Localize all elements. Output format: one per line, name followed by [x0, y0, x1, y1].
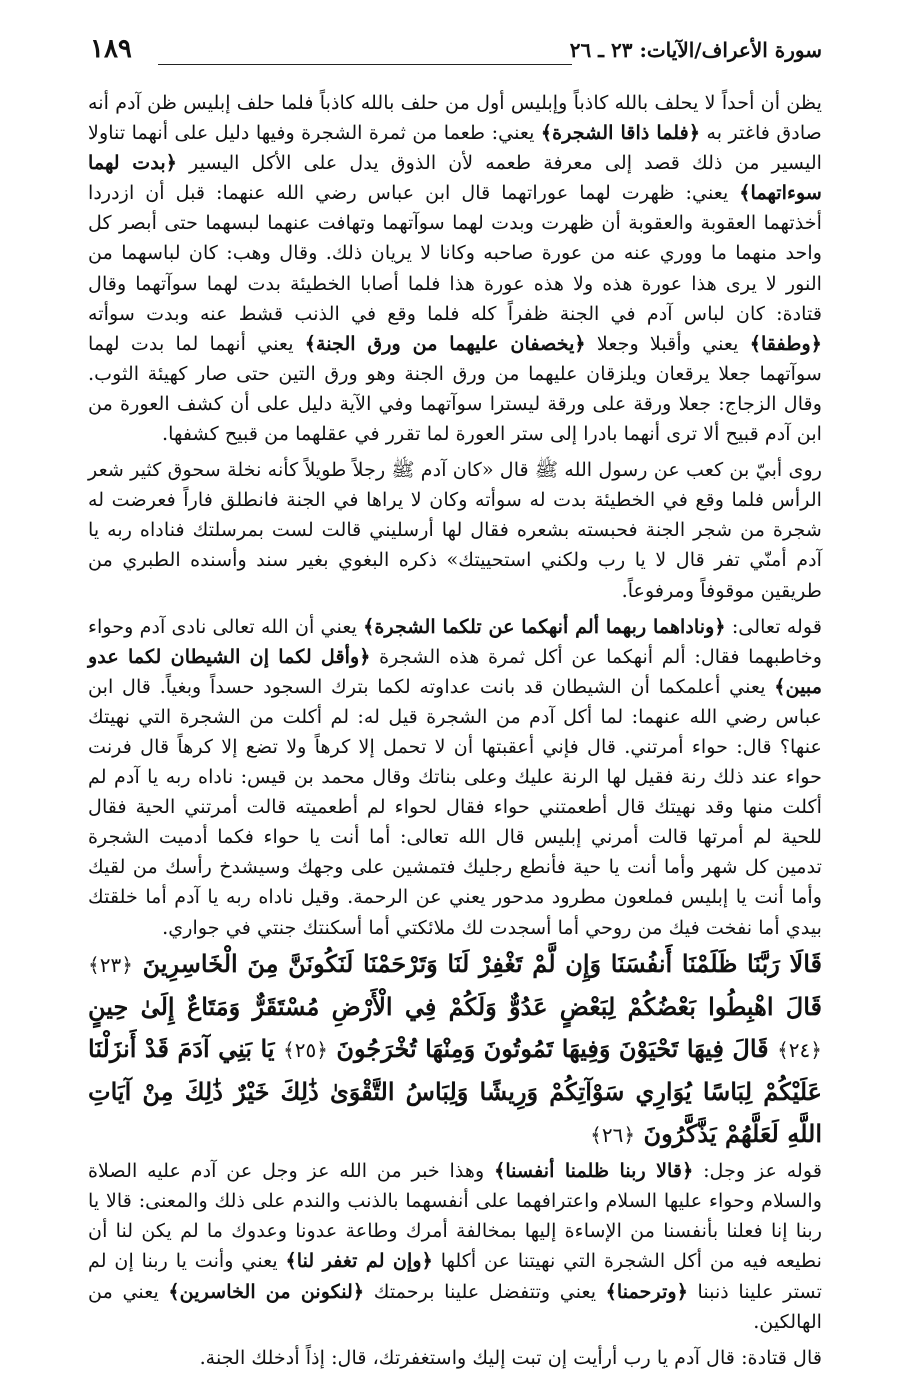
page-number: ١٨٩: [90, 34, 132, 64]
paragraph: [88, 88, 822, 449]
quoted-verse: ﴿قالا ربنا ظلمنا أنفسنا﴾: [494, 1159, 694, 1183]
quoted-verse: ﴿وإن لم تغفر لنا﴾: [285, 1249, 433, 1273]
quoted-verse: ﴿فلما ذاقا الشجرة﴾: [540, 121, 701, 145]
verse-number-marker: ﴿٢٦﴾: [590, 1122, 636, 1147]
text-run: روى أبيّ بن كعب عن رسول الله ﷺ قال «كان آدم ﷺ رجلاً طويلاً كأنه نخلة سحوق كثير شعر الرأس فلما وقع في الخطيئة بدت له سوأته وكان لا يراها في الجنة فانطلق فاراً فعرضت له شجرة من شجر الجنة فحبسته بشعره فقال لها أرسليني قالت لست بمرسلتك فناداه ربه يا آدم أمنّي تفر قال لا يا رب ولكني استحييتك» ذكره البغوي بغير سند وأسنده الطبري من طريقين موقوفاً ومرفوعاً.: [88, 458, 822, 602]
text-run: قوله عز وجل:: [693, 1159, 822, 1183]
text-run: يعني أعلمكما أن الشيطان قد بانت عداوته لكما بترك السجود حسداً وبغياً. قال ابن عباس رضي الله عنهما: لما أكل آدم من الشجرة قيل له: لم أكلت من الشجرة التي نهيتك عنها؟ قال: حواء أمرتني. قال فإني أعقبتها أن لا تحمل إلا كرهاً ولا تضع إلا كرهاً قال فرنت حواء عند ذلك رنة فقيل لها الرنة عليك وعلى بناتك وقال محمد بن قيس: ناداه ربه يا آدم لم أكلت منها وقد نهيتك قال أطعمتني حواء فقال لحواء لم أطعميته قالت أمرتني الحية فقال للحية لم أمرتها قالت أمرني إبليس قال الله تعالى: أما أنت يا حواء فكما أدميت الشجرة تدمين كل شهر وأما أنت يا حية فأنطع رجليك فتمشين على وجهك وسيشدخ رأسك من لقيك وأما أنت يا إبليس فملعون مطرود مدحور يعني عن الرحمة. وقيل ناداه ربه يا آدم أما خلقتك بيدي أما نفخت فيك من روحي أما أسجدت لك ملائكتي أما أسكنتك جنتي في جواري.: [88, 674, 822, 939]
paragraph: [88, 1156, 822, 1337]
quoted-verse: ﴿بدت لهما سوءاتهما﴾: [88, 151, 822, 205]
text-run: يظن أن أحداً لا يحلف بالله كاذباً وإبليس أول من حلف بالله كاذباً فلما حلف إبليس ظن آدم أنه صادق فاغتر به: [88, 91, 822, 145]
text-run: يعني: ظهرت لهما عوراتهما قال ابن عباس رضي الله عنهما: قبل أن ازدردا أخذتهما العقوبة والعقوبة أن ظهرت وبدت لهما سوآتهما وتهافت عنهما لبسهما حتى أبصر كل واحد منهما ما ووري عنه من عورة صاحبه وكانا لا يريان ذلك. وقال وهب: كان لباسهما من النور لا يرى هذا عورة هذه ولا هذه عورة هذا فلما أصابا الخطيئة بدت لهما سوآتهما وقال قتادة: كان لباس آدم في الجنة ظفراً كله فلما وقع في الذنب قشط عنه وبدت سوأته: [88, 181, 822, 325]
quoted-verse: ﴿وناداهما ربهما ألم أنهكما عن تلكما الشجرة﴾: [363, 614, 726, 638]
verse-number-marker: ﴿٢٣﴾: [88, 952, 133, 977]
quoted-verse: ﴿يخصفان عليهما من ورق الجنة﴾: [304, 331, 586, 355]
page-header: [80, 30, 822, 70]
quoted-verse: ﴿لنكونن من الخاسرين﴾: [168, 1279, 365, 1303]
text-run: يعني وأقبلا وجعلا: [585, 331, 750, 355]
verse-number-marker: ﴿٢٤﴾: [777, 1037, 822, 1062]
verse-text: قَالَ فِيهَا تَحْيَوْنَ وَفِيهَا تَمُوتُونَ وَمِنْهَا تُخْرَجُونَ: [336, 1033, 769, 1063]
running-title: سورة الأعراف/الآيات: ٢٣ ـ ٢٦: [569, 38, 822, 62]
verse-number-marker: ﴿٢٥﴾: [283, 1037, 328, 1062]
paragraph: [88, 455, 822, 605]
quoted-verse: ﴿وأقل لكما إن الشيطان لكما عدو مبين﴾: [88, 644, 822, 698]
verse-text: قَالَا رَبَّنَا ظَلَمْنَا أَنفُسَنَا وَإِن لَّمْ تَغْفِرْ لَنَا وَتَرْحَمْنَا لَنَكُونَنَّ مِنَ الْخَاسِرِينَ: [142, 948, 822, 978]
quran-verses: [88, 943, 822, 1157]
header-rule: [158, 64, 572, 65]
text-run: وهذا خبر من الله عز وجل عن آدم عليه الصلاة والسلام وحواء عليها السلام واعترافهما على أنفسهما بالذنب والندم على ذلك والمعنى: قالا يا ربنا إنا فعلنا بأنفسنا من الإساءة إليها بمخالفة أمرك وطاعة عدونا وعدوك ما لم يكن لنا أن نطيعه فيه من أكل الشجرة التي نهيتنا عن أكلها: [88, 1159, 822, 1273]
text-run: يعني أنهما لما بدت لهما سوآتهما جعلا يرقعان ويلزقان عليهما من ورق الجنة وهو ورق التين حتى صار كهيئة الثوب. وقال الزجاج: جعلا ورقة على ورقة ليسترا سوآتهما وفي الآية دليل على أن كشف العورة من ابن آدم قبيح ألا ترى أنهما بادرا إلى ستر العورة لما تقرر في عقلهما من قبيح كشفها.: [88, 331, 822, 446]
paragraph: [88, 1343, 822, 1373]
verse-text: يَا بَنِي آدَمَ قَدْ أَنزَلْنَا عَلَيْكُمْ لِبَاسًا يُوَارِي سَوْآتِكُمْ وَرِيشًا وَلِبَاسُ التَّقْوَىٰ ذَٰلِكَ خَيْرٌ ذَٰلِكَ مِنْ آيَاتِ اللَّهِ لَعَلَّهُمْ يَذَّكَّرُونَ: [88, 1033, 822, 1148]
text-run: يعني وتتفضل علينا برحمتك: [364, 1279, 606, 1303]
quoted-verse: ﴿وترحمنا﴾: [605, 1279, 688, 1303]
page-body: [88, 88, 822, 1373]
text-run: يعني: طعما من ثمرة الشجرة وفيها دليل على أنهما تناولا اليسير من ذلك قصد إلى معرفة طعمه لأن الذوق يدل على الأكل اليسير: [88, 121, 823, 175]
text-run: يعني من الهالكين.: [88, 1279, 822, 1333]
text-run: يعني أن الله تعالى نادى آدم وحواء وخاطبهما فقال: ألم أنهكما عن أكل ثمرة هذه الشجرة: [88, 614, 822, 668]
quoted-verse: ﴿وطفقا﴾: [749, 331, 822, 355]
text-run: يعني وأنت يا ربنا إن لم تستر علينا ذنبنا: [88, 1249, 823, 1303]
paragraph: [88, 612, 822, 943]
text-run: قال قتادة: قال آدم يا رب أرأيت إن تبت إليك واستغفرتك، قال: إذاً أدخلك الجنة.: [199, 1345, 822, 1369]
verse-text: قَالَ اهْبِطُوا بَعْضُكُمْ لِبَعْضٍ عَدُوٌّ وَلَكُمْ فِي الْأَرْضِ مُسْتَقَرٌّ وَمَتَاعٌ إِلَىٰ حِينٍ: [88, 992, 822, 1022]
text-run: قوله تعالى:: [725, 614, 822, 638]
